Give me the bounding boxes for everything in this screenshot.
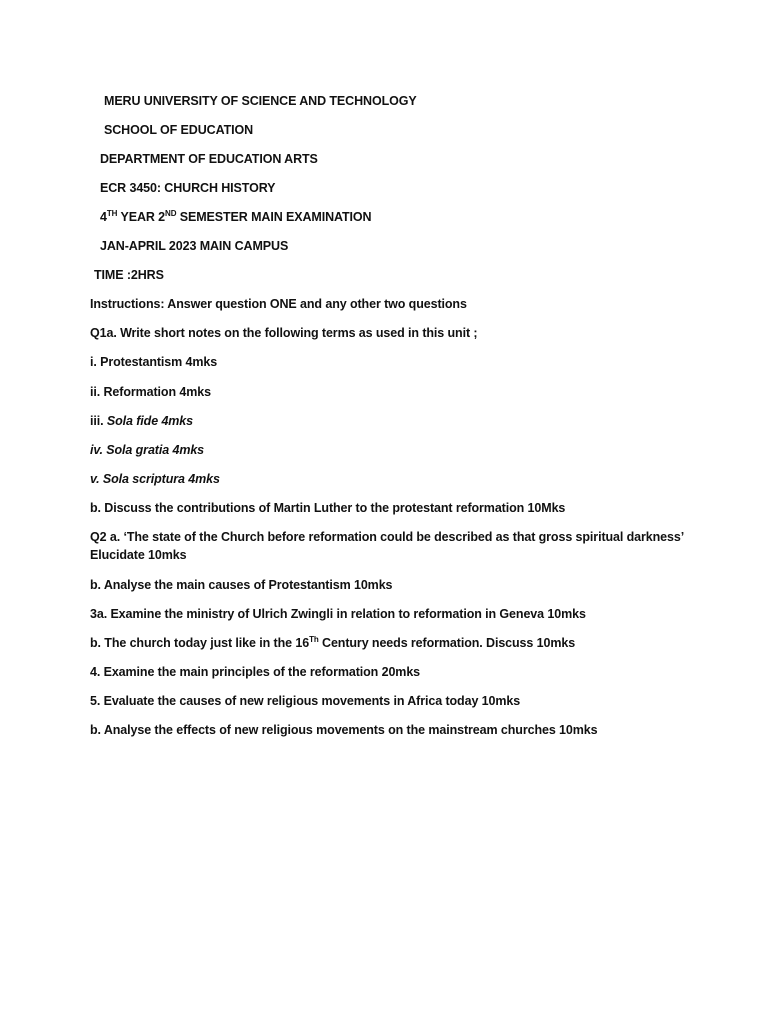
exam-semester-superscript: ND: [165, 208, 177, 218]
question-1-item-iii-term: Sola fide 4mks: [106, 414, 194, 428]
question-3b-after: Century needs reformation. Discuss 10mks: [318, 636, 576, 650]
question-1-item-iii: [90, 412, 193, 430]
question-5b: b. Analyse the effects of new religious movements on the mainstream churches 10mks: [90, 723, 598, 737]
course-title: ECR 3450: CHURCH HISTORY: [100, 181, 276, 195]
question-5: 5. Evaluate the causes of new religious movements in Africa today 10mks: [90, 694, 521, 708]
question-1b: b. Discuss the contributions of Martin Luther to the protestant reformation 10Mks: [90, 501, 566, 515]
exam-year-word: YEAR 2: [117, 210, 166, 224]
question-1a: Q1a. Write short notes on the following terms as used in this unit ;: [90, 326, 478, 340]
question-1-item-i: i. Protestantism 4mks: [90, 355, 218, 369]
exam-title: [100, 208, 371, 226]
question-1-item-v: v. Sola scriptura 4mks: [90, 472, 220, 486]
university-name: MERU UNIVERSITY OF SCIENCE AND TECHNOLOGY: [104, 94, 417, 108]
school-name: SCHOOL OF EDUCATION: [104, 123, 254, 137]
question-3a: 3a. Examine the ministry of Ulrich Zwingli in relation to reformation in Geneva 10mks: [90, 607, 586, 621]
exam-title-rest: SEMESTER MAIN EXAMINATION: [176, 210, 372, 224]
question-1-item-iii-prefix: iii.: [90, 414, 107, 428]
question-3b: [90, 634, 575, 652]
question-3b-before: b. The church today just like in the 16: [90, 636, 310, 650]
question-2a: Q2 a. ‘The state of the Church before reformation could be described as that gross spiritual darkness’ Elucidate 10mks: [90, 530, 684, 562]
instructions: Instructions: Answer question ONE and any other two questions: [90, 297, 467, 311]
exam-year-superscript: TH: [106, 208, 118, 218]
exam-year-number: 4: [100, 210, 107, 224]
question-2b: b. Analyse the main causes of Protestantism 10mks: [90, 578, 393, 592]
question-4: 4. Examine the main principles of the reformation 20mks: [90, 665, 421, 679]
question-1-item-iv: iv. Sola gratia 4mks: [90, 443, 205, 457]
question-1-item-ii: ii. Reformation 4mks: [90, 385, 211, 399]
exam-period: JAN-APRIL 2023 MAIN CAMPUS: [100, 239, 289, 253]
question-3b-superscript: Th: [309, 634, 319, 644]
exam-time: TIME :2HRS: [94, 268, 164, 282]
department-name: DEPARTMENT OF EDUCATION ARTS: [100, 152, 318, 166]
